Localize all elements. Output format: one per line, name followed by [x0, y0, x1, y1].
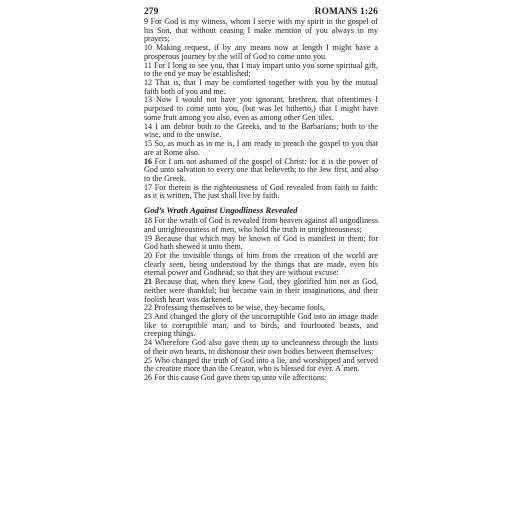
verse-text: So, as much as in me is, I am ready to preach the gospel to you that are at Rome also. [144, 139, 378, 157]
verse-number: 24 [144, 338, 153, 348]
verse [144, 217, 378, 234]
verse [144, 96, 378, 122]
verse-number: 12 [144, 78, 153, 88]
verse [144, 339, 378, 356]
verse-text: Wherefore God also gave them up to uncleanness through the lusts of their own hearts, to dishonour their own bodies between themselves: [144, 338, 378, 356]
verse-text: Because that which may be known of God is manifest in them; for God hath shewed it unto them. [144, 233, 379, 252]
verse [144, 79, 378, 96]
verse-text: For I am not ashamed of the gospel of Christ: for it is the power of God unto salvation to every one that believeth; to the Jew first, and also to the Greek. [144, 156, 378, 183]
verse [144, 235, 378, 252]
verse [144, 18, 378, 44]
verse-text: Professing themselves to be wise, they became fools, [154, 303, 326, 313]
section-heading: God’s Wrath Against Ungodliness Revealed [144, 205, 298, 216]
verse-text: Who changed the truth of God into a lie, and worshipped and served the creature more than the Creator, who is blessed for ever. A´men. [144, 355, 378, 374]
verse-text: Because that, when they knew God, they glorified him not as God, neither were thankful; but became vain in their imaginations, and their foolish heart was darkened. [144, 277, 378, 304]
verse-number: 26 [144, 373, 153, 383]
page-header [144, 7, 378, 17]
verse-number: 16 [144, 156, 153, 166]
verse-number: 22 [144, 303, 153, 313]
verse-text: For therein is the righteousness of God revealed from faith to faith: as it is written, The just shall live by faith. [144, 182, 378, 201]
verse-number: 17 [144, 182, 153, 192]
verse [144, 357, 378, 374]
bible-page [144, 7, 378, 517]
verse-number: 18 [144, 216, 153, 226]
verse-text: For the wrath of God is revealed from heaven against all ungodliness and unrighteousness of men, who hold the truth in unrighteousness; [144, 216, 378, 234]
verse-number: 9 [144, 17, 149, 26]
verse-text: That is, that I may be comforted together with you by the mutual faith both of you and me. [144, 78, 379, 96]
running-reference: ROMANS 1:26 [314, 7, 378, 17]
verse-number: 20 [144, 250, 153, 260]
verse-number: 14 [144, 121, 153, 131]
verse-number: 19 [144, 233, 153, 243]
verse [144, 313, 378, 339]
verse-text: Now I would not have you ignorant, brethren, that oftentimes I purposed to come unto you, (but was let hitherto,) that I might have some fruit among you also, even as among other Gen´tiles. [144, 95, 378, 122]
verse-text: Making request, if by any means now at length I might have a prosperous journey by the will of God to come unto you. [144, 43, 378, 61]
verse-number: 23 [144, 312, 153, 321]
verses-block-after [144, 217, 378, 383]
verse-number: 10 [144, 43, 153, 53]
verse-number: 21 [144, 277, 153, 287]
verse [144, 158, 378, 184]
verse [144, 252, 378, 278]
verse-text: And changed the glory of the uncorruptible God into an image made like to corruptible man, and to birds, and fourfooted beasts, and creeping things. [144, 312, 378, 339]
verse [144, 62, 378, 79]
verse-number: 13 [144, 95, 153, 105]
verse [144, 278, 378, 304]
verse [144, 374, 378, 383]
verse-text: For the invisible things of him from the creation of the world are clearly seen, being understood by the things that are made, even his eternal power and Godhead; so that they are without excuse: [144, 250, 378, 278]
verse [144, 184, 378, 201]
verse-text: For this cause God gave them up unto vile affections: [154, 373, 327, 383]
verse-number: 15 [144, 139, 153, 149]
verse-text: I am debtor both to the Greeks, and to the Barbarians; both to the wise, and to the unwise. [144, 121, 378, 140]
verse [144, 123, 378, 140]
verse-number: 25 [144, 355, 153, 365]
verse-text: For God is my witness, whom I serve with my spirit in the gospel of his Son, that without ceasing I make mention of you always in my prayers; [144, 17, 378, 44]
verses-block-before [144, 18, 378, 201]
verse [144, 44, 378, 61]
verse [144, 140, 378, 157]
page-number: 279 [144, 7, 159, 17]
verse-text: For I long to see you, that I may impart unto you some spiritual gift, to the end ye may be established; [144, 60, 378, 79]
verse-number: 11 [144, 60, 152, 70]
